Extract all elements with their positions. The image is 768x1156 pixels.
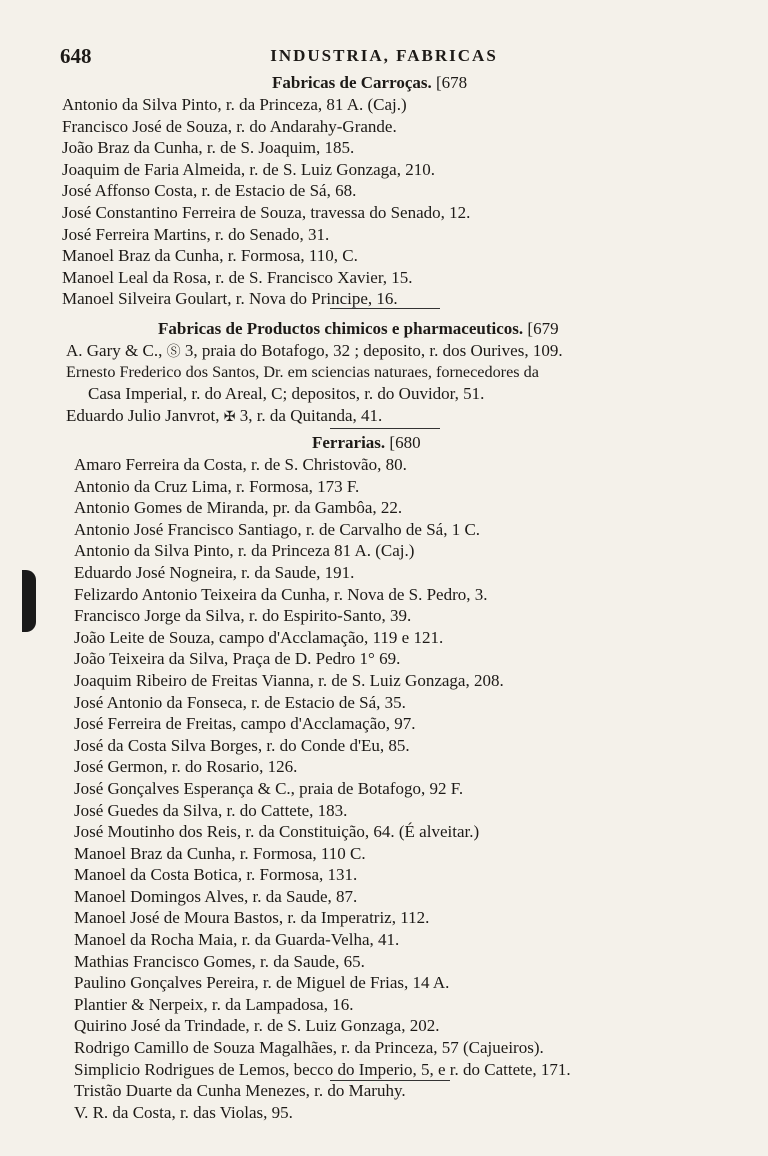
list-item: João Braz da Cunha, r. de S. Joaquim, 185. — [62, 138, 355, 158]
list-item: Joaquim de Faria Almeida, r. de S. Luiz Gonzaga, 210. — [62, 159, 435, 179]
page-header — [60, 44, 708, 70]
list-item: Plantier & Nerpeix, r. da Lampadosa, 16. — [74, 994, 354, 1014]
list-item: Manoel da Rocha Maia, r. da Guarda-Velha, 41. — [74, 930, 400, 950]
list-item: Amaro Ferreira da Costa, r. de S. Christovão, 80. — [74, 455, 407, 474]
list-item: José da Costa Silva Borges, r. do Conde d'Eu, 85. — [74, 735, 410, 755]
section-ferrarias — [74, 432, 714, 1123]
cross-icon: ✠ — [223, 409, 236, 425]
list-item: Joaquim Ribeiro de Freitas Vianna, r. de S. Luiz Gonzaga, 208. — [74, 670, 504, 690]
section-title-text: Fabricas de Carroças. — [272, 73, 432, 92]
section-title-text: Fabricas de Productos chimicos e pharmaceuticos. — [158, 319, 524, 338]
list-item: José Affonso Costa, r. de Estacio de Sá, 68. — [62, 181, 357, 201]
list-item: Manoel Leal da Rosa, r. de S. Francisco Xavier, 15. — [62, 267, 413, 287]
list-item: José Guedes da Silva, r. do Cattete, 183. — [74, 800, 348, 820]
section-code: [678 — [436, 73, 468, 92]
section-code: [679 — [527, 319, 559, 338]
list-item: Simplicio Rodrigues de Lemos, becco do Imperio, 5, e r. do Cattete, 171. — [74, 1059, 571, 1079]
entry-address: 3, r. da Quitanda, 41. — [239, 405, 383, 425]
section-title — [66, 318, 736, 340]
list-item: Antonio da Silva Pinto, r. da Princeza 81 A. (Caj.) — [74, 541, 415, 561]
list-item: José Ferreira Martins, r. do Senado, 31. — [62, 224, 330, 244]
list-item: Antonio da Silva Pinto, r. da Princeza, 81 A. (Caj.) — [62, 95, 407, 114]
section-divider — [330, 308, 440, 309]
list-item: Eduardo José Nogneira, r. da Saude, 191. — [74, 562, 355, 582]
page-number: 648 — [60, 44, 92, 68]
list-item: Francisco Jorge da Silva, r. do Espirito-Santo, 39. — [74, 606, 412, 626]
list-item: Ernesto Frederico dos Santos, Dr. em sciencias naturaes, fornecedores da — [66, 362, 539, 381]
entry-list — [74, 454, 714, 1123]
list-item: Manoel Silveira Goulart, r. Nova do Principe, 16. — [62, 289, 398, 309]
list-item: Felizardo Antonio Teixeira da Cunha, r. Nova de S. Pedro, 3. — [74, 584, 488, 604]
entry-list — [62, 94, 662, 310]
list-item: Rodrigo Camillo de Souza Magalhães, r. da Princeza, 57 (Cajueiros). — [74, 1038, 544, 1058]
entry-name: A. Gary & C., — [66, 341, 163, 360]
section-title — [62, 72, 662, 94]
section-title-text: Ferrarias. — [312, 433, 386, 452]
list-item: Tristão Duarte da Cunha Menezes, r. do Maruhy. — [74, 1081, 406, 1101]
list-item — [66, 405, 736, 427]
section-title — [74, 432, 714, 454]
section-divider — [330, 1080, 450, 1081]
list-item: V. R. da Costa, r. das Violas, 95. — [74, 1102, 293, 1122]
list-item: José Constantino Ferreira de Souza, travessa do Senado, 12. — [62, 202, 471, 222]
list-item: Manoel Domingos Alves, r. da Saude, 87. — [74, 886, 358, 906]
list-item: Antonio José Francisco Santiago, r. de Carvalho de Sá, 1 C. — [74, 519, 481, 539]
list-item: Paulino Gonçalves Pereira, r. de Miguel de Frias, 14 A. — [74, 973, 450, 993]
entry-name: Eduardo Julio Janvrot, — [66, 405, 220, 425]
list-item: Francisco José de Souza, r. do Andarahy-Grande. — [62, 116, 397, 136]
section-code: [680 — [389, 433, 421, 452]
section-carrocas — [62, 72, 662, 310]
list-item: Manoel Braz da Cunha, r. Formosa, 110, C. — [62, 246, 358, 266]
list-item: Antonio da Cruz Lima, r. Formosa, 173 F. — [74, 476, 360, 496]
list-item: Manoel Braz da Cunha, r. Formosa, 110 C. — [74, 843, 366, 863]
list-item: José Ferreira de Freitas, campo d'Acclamação, 97. — [74, 714, 416, 734]
list-item: Manoel José de Moura Bastos, r. da Imperatriz, 112. — [74, 908, 430, 928]
running-title: INDUSTRIA, FABRICAS — [270, 46, 498, 65]
list-item: Antonio Gomes de Miranda, pr. da Gambôa, 22. — [74, 498, 403, 518]
list-item: José Antonio da Fonseca, r. de Estacio de Sá, 35. — [74, 692, 406, 712]
list-item: José Gonçalves Esperança & C., praia de Botafogo, 92 F. — [74, 778, 464, 798]
list-item — [66, 340, 736, 362]
list-item: Mathias Francisco Gomes, r. da Saude, 65. — [74, 951, 365, 971]
section-chimicos — [66, 318, 736, 426]
section-divider — [330, 428, 440, 429]
list-item: Quirino José da Trindade, r. de S. Luiz Gonzaga, 202. — [74, 1016, 440, 1036]
binding-mark — [22, 570, 36, 632]
entry-address: 3, praia do Botafogo, 32 ; deposito, r. dos Ourives, 109. — [184, 341, 563, 360]
list-item: Manoel da Costa Botica, r. Formosa, 131. — [74, 865, 358, 885]
list-item: João Teixeira da Silva, Praça de D. Pedro 1° 69. — [74, 649, 401, 669]
list-item: João Leite de Souza, campo d'Acclamação, 119 e 121. — [74, 627, 444, 647]
list-item-continuation: Casa Imperial, r. do Areal, C; depositos, r. do Ouvidor, 51. — [88, 384, 485, 404]
medal-icon: Ⓢ — [166, 345, 181, 360]
list-item: José Moutinho dos Reis, r. da Constituição, 64. (É alveitar.) — [74, 822, 480, 842]
list-item: José Germon, r. do Rosario, 126. — [74, 757, 298, 777]
